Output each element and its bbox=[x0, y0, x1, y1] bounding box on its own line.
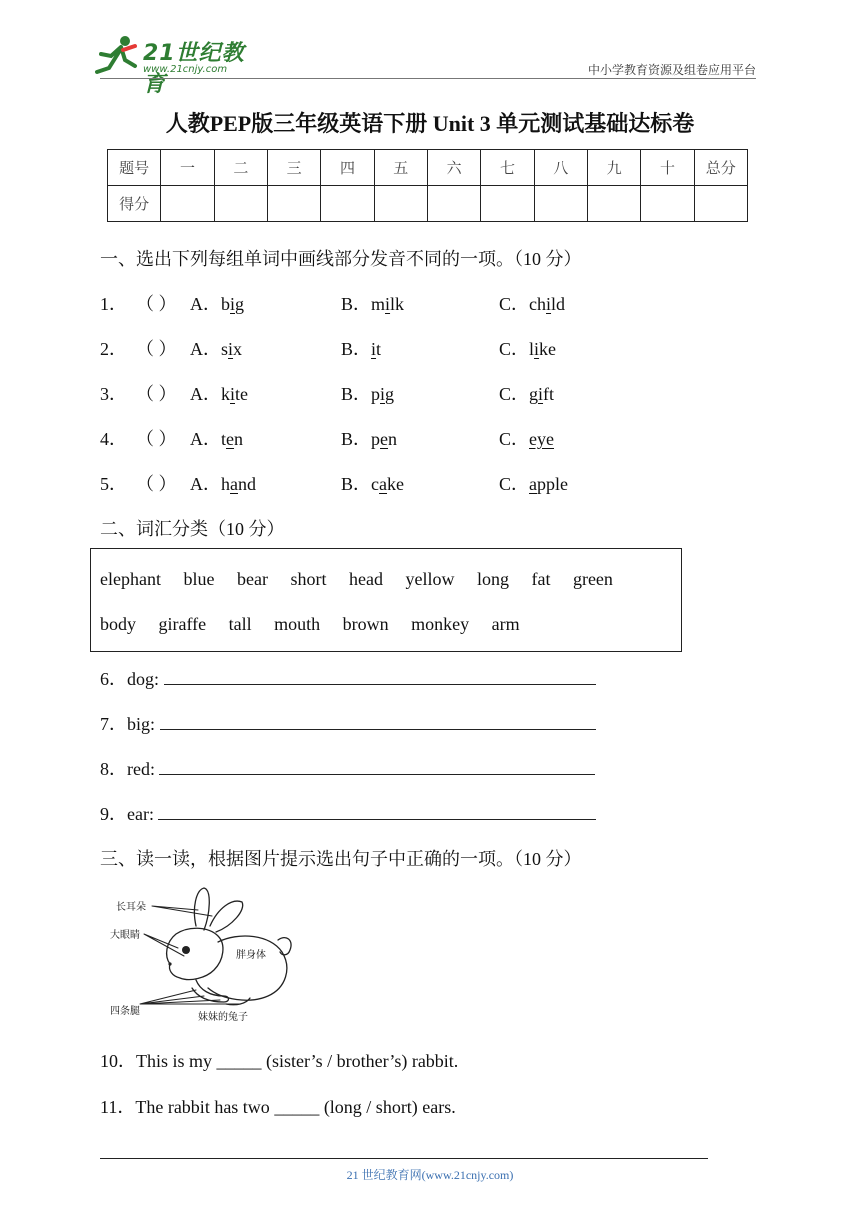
option-b: B．pen bbox=[341, 429, 398, 449]
option-a: A．big bbox=[190, 294, 245, 314]
option-a: A．hand bbox=[190, 474, 256, 494]
rabbit-tail bbox=[278, 938, 291, 955]
score-value-row bbox=[108, 186, 748, 222]
word-bank-word: green bbox=[572, 569, 613, 589]
word-bank-word: body bbox=[100, 614, 136, 634]
option-a: A．six bbox=[190, 339, 243, 359]
word-bank-row bbox=[100, 569, 631, 590]
answer-paren[interactable]: （ ） bbox=[136, 339, 177, 359]
table-cell: 一 bbox=[161, 150, 214, 186]
header-platform-text: 中小学教育资源及组卷应用平台 bbox=[587, 63, 756, 77]
option-c: C．child bbox=[499, 294, 566, 314]
fill-item bbox=[100, 710, 596, 736]
option-c: C．gift bbox=[499, 384, 555, 404]
option-c: C．apple bbox=[499, 474, 569, 494]
sentence-item bbox=[100, 1093, 456, 1119]
answer-blank[interactable]: _____ bbox=[216, 1051, 262, 1071]
question-number: 1． bbox=[100, 294, 127, 314]
rabbit-eye bbox=[182, 946, 190, 954]
footer-text[interactable]: 21 世纪教育网(www.21cnjy.com) bbox=[346, 1168, 514, 1182]
table-cell: 六 bbox=[427, 150, 480, 186]
sentence-text: (long / short) ears. bbox=[319, 1097, 456, 1117]
question-number: 5． bbox=[100, 474, 127, 494]
rabbit-body bbox=[208, 936, 287, 1000]
sentence-item bbox=[100, 1047, 458, 1073]
question-number: 4． bbox=[100, 429, 127, 449]
logo bbox=[95, 34, 260, 97]
option-b: B．it bbox=[341, 339, 382, 359]
word-bank-word: bear bbox=[236, 569, 268, 589]
score-input-cell[interactable] bbox=[587, 186, 640, 222]
word-bank-word: elephant bbox=[100, 569, 161, 589]
footer-divider bbox=[100, 1158, 708, 1159]
runner-logo-icon bbox=[95, 34, 141, 76]
label-long-ears: 长耳朵 bbox=[116, 902, 146, 913]
table-cell: 八 bbox=[534, 150, 587, 186]
table-cell: 十 bbox=[641, 150, 694, 186]
section-1-title: 一、选出下列每组单词中画线部分发音不同的一项。（10 分） bbox=[100, 249, 582, 269]
question-number: 2． bbox=[100, 339, 127, 359]
fill-label: 6．dog: bbox=[100, 669, 164, 689]
table-cell: 三 bbox=[267, 150, 320, 186]
answer-paren[interactable]: （ ） bbox=[136, 474, 177, 494]
table-cell: 四 bbox=[321, 150, 374, 186]
page-title: 人教PEP版三年级英语下册 Unit 3 单元测试基础达标卷 bbox=[165, 111, 695, 136]
score-input-cell[interactable] bbox=[481, 186, 534, 222]
question-number: 3． bbox=[100, 384, 127, 404]
score-input-cell[interactable] bbox=[321, 186, 374, 222]
header-divider bbox=[100, 78, 756, 79]
answer-paren[interactable]: （ ） bbox=[136, 429, 177, 449]
table-cell: 二 bbox=[214, 150, 267, 186]
word-bank-word: monkey bbox=[411, 614, 470, 634]
answer-blank[interactable] bbox=[159, 756, 595, 775]
word-bank-word: tall bbox=[228, 614, 252, 634]
table-cell: 得分 bbox=[108, 186, 161, 222]
score-input-cell[interactable] bbox=[214, 186, 267, 222]
section-2-title: 二、词汇分类（10 分） bbox=[100, 519, 285, 539]
rabbit-ear-right bbox=[210, 901, 243, 932]
fill-item bbox=[100, 755, 595, 781]
section-3-title: 三、读一读，根据图片提示选出句子中正确的一项。（10 分） bbox=[100, 849, 582, 869]
answer-blank[interactable] bbox=[160, 711, 596, 730]
answer-blank[interactable]: _____ bbox=[274, 1097, 320, 1117]
score-input-cell[interactable] bbox=[267, 186, 320, 222]
word-bank-box bbox=[90, 548, 682, 652]
fill-label: 7．big: bbox=[100, 714, 160, 734]
word-bank-word: short bbox=[290, 569, 327, 589]
rabbit-nose bbox=[168, 962, 171, 965]
rabbit-ear-left bbox=[194, 888, 209, 930]
sentence-text: This is my bbox=[136, 1051, 217, 1071]
table-cell: 题号 bbox=[108, 150, 161, 186]
option-b: B．milk bbox=[341, 294, 405, 314]
word-bank-word: brown bbox=[342, 614, 389, 634]
item-number: 11． bbox=[100, 1097, 136, 1117]
option-c: C．like bbox=[499, 339, 557, 359]
option-a: A．ten bbox=[190, 429, 244, 449]
word-bank-word: arm bbox=[491, 614, 520, 634]
option-b: B．cake bbox=[341, 474, 405, 494]
rabbit-illustration bbox=[100, 880, 300, 1030]
answer-paren[interactable]: （ ） bbox=[136, 384, 177, 404]
rabbit-leg bbox=[192, 980, 229, 1002]
table-cell: 七 bbox=[481, 150, 534, 186]
fill-item bbox=[100, 665, 596, 691]
fill-item bbox=[100, 800, 596, 826]
label-fat-body: 胖身体 bbox=[236, 950, 266, 961]
answer-blank[interactable] bbox=[158, 801, 596, 820]
label-four-legs: 四条腿 bbox=[110, 1006, 140, 1017]
table-cell: 五 bbox=[374, 150, 427, 186]
word-bank-word: giraffe bbox=[158, 614, 207, 634]
item-number: 10． bbox=[100, 1051, 136, 1071]
fill-label: 8．red: bbox=[100, 759, 160, 779]
answer-blank[interactable] bbox=[164, 666, 596, 685]
word-bank-word: long bbox=[476, 569, 509, 589]
word-bank-word: fat bbox=[531, 569, 551, 589]
option-a: A．kite bbox=[190, 384, 249, 404]
score-table bbox=[107, 149, 748, 222]
sentence-text: The rabbit has two bbox=[135, 1097, 275, 1117]
logo-url: www.21cnjy.com bbox=[143, 64, 228, 75]
score-header-row bbox=[108, 150, 748, 186]
logo-text: 21世纪教育 bbox=[143, 41, 245, 97]
table-cell: 总分 bbox=[694, 150, 747, 186]
fill-label: 9．ear: bbox=[100, 804, 159, 824]
label-big-eyes: 大眼睛 bbox=[110, 930, 140, 941]
option-c: C．eye bbox=[499, 429, 554, 449]
option-b: B．pig bbox=[341, 384, 395, 404]
rabbit-head bbox=[167, 928, 223, 979]
table-cell: 九 bbox=[587, 150, 640, 186]
score-input-cell[interactable] bbox=[694, 186, 747, 222]
word-bank-word: yellow bbox=[405, 569, 455, 589]
score-input-cell[interactable] bbox=[534, 186, 587, 222]
score-input-cell[interactable] bbox=[161, 186, 214, 222]
score-input-cell[interactable] bbox=[374, 186, 427, 222]
word-bank-word: blue bbox=[183, 569, 215, 589]
rabbit-caption: 妹妹的兔子 bbox=[198, 1012, 248, 1023]
score-input-cell[interactable] bbox=[427, 186, 480, 222]
sentence-text: (sister’s / brother’s) rabbit. bbox=[261, 1051, 459, 1071]
word-bank-word: head bbox=[348, 569, 383, 589]
score-input-cell[interactable] bbox=[641, 186, 694, 222]
answer-paren[interactable]: （ ） bbox=[136, 294, 177, 314]
word-bank-row bbox=[100, 614, 538, 635]
word-bank-word: mouth bbox=[274, 614, 321, 634]
